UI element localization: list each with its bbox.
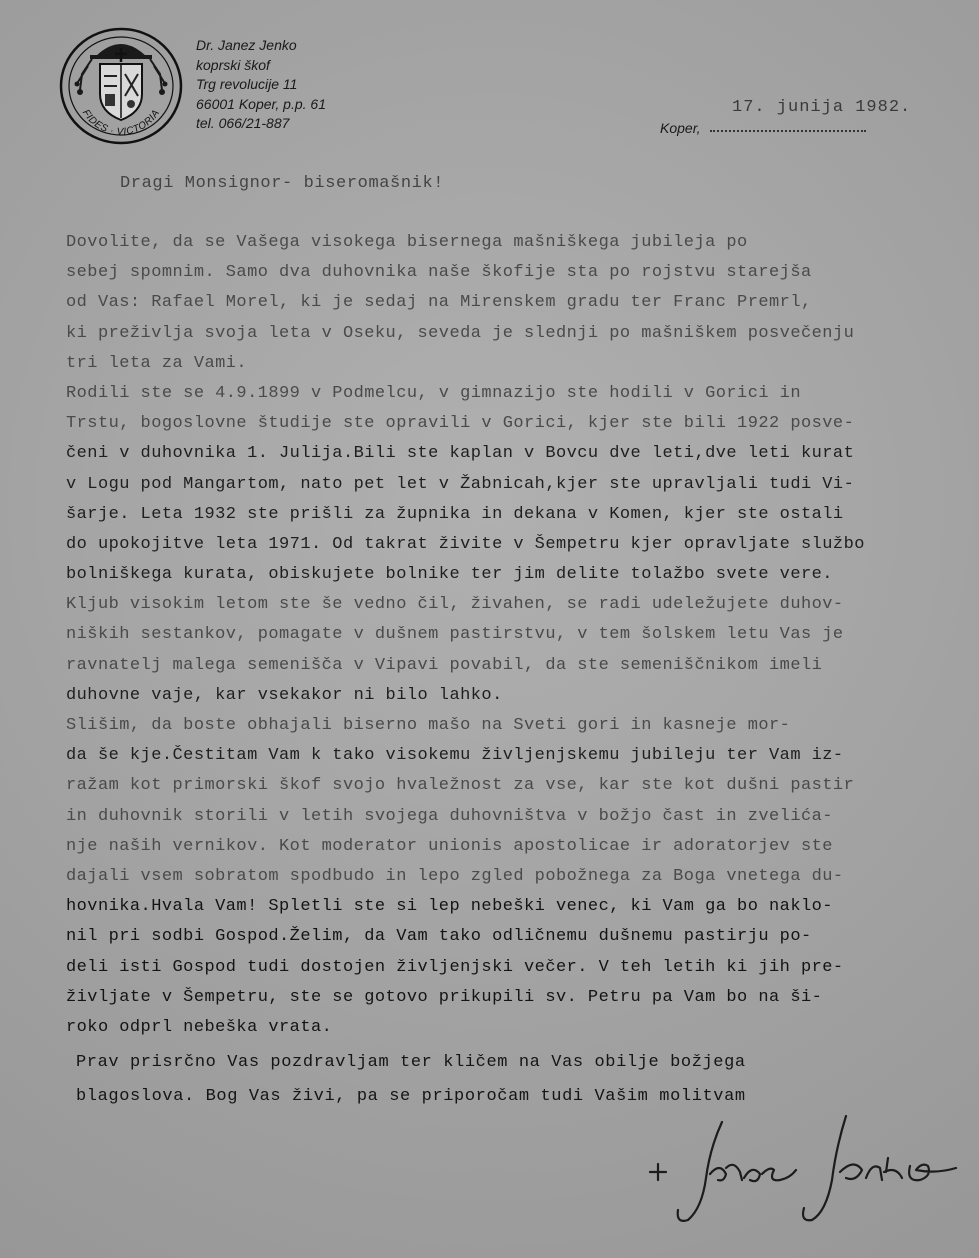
date-line	[660, 98, 960, 138]
body-line: ražam kot primorski škof svojo hvaležnost za vse, kar ste kot dušni pastir	[66, 776, 855, 796]
body-line: bolniškega kurata, obiskujete bolnike ter jim delite tolažbo svete vere.	[66, 565, 833, 585]
body-line: sebej spomnim. Samo dva duhovnika naše škofije sta po rojstvu starejša	[66, 263, 812, 283]
body-line: Kljub visokim letom ste še vedno čil, živahen, se radi udeležujete duhov-	[66, 595, 844, 615]
closing-line: Prav prisrčno Vas pozdravljam ter kličem na Vas obilje božjega	[76, 1053, 746, 1072]
body-line: čeni v duhovnika 1. Julija.Bili ste kaplan v Bovcu dve leti,dve leti kurat	[66, 444, 855, 464]
body-line: tri leta za Vami.	[66, 353, 248, 373]
sender-phone: tel. 066/21-887	[196, 115, 290, 131]
body-line: Slišim, da boste obhajali biserno mašo na Sveti gori in kasneje mor-	[66, 716, 791, 735]
closing-paragraph	[76, 1046, 976, 1114]
sender-name: Dr. Janez Jenko	[196, 37, 297, 53]
body-line: v Logu pod Mangartom, nato pet let v Žabnicah,kjer ste upravljali tudi Vi-	[66, 474, 855, 494]
body-line: Trstu, bogoslovne študije ste opravili v Gorici, kjer ste bili 1922 posve-	[66, 414, 855, 434]
svg-text:FIDES · VICTORIA: FIDES · VICTORIA	[79, 107, 163, 138]
body-line: in duhovnik storili v letih svojega duhovništva v božjo čast in zvelića-	[66, 806, 833, 826]
dotted-date-rule	[710, 130, 866, 132]
body-line: da še kje.Čestitam Vam k tako visokemu življenjskemu jubileju ter Vam iz-	[66, 746, 844, 766]
body-line: Dovolite, da se Vašega visokega bisernega mašniškega jubileja po	[66, 233, 748, 252]
body-line: življate v Šempetru, ste se gotovo prikupili sv. Petru pa Vam bo na ši-	[66, 987, 823, 1007]
body-line: ravnatelj malega semenišča v Vipavi povabil, da ste semeniščnikom imeli	[66, 655, 823, 675]
body-line: duhovne vaje, kar vsekakor ni bilo lahko.	[66, 685, 503, 705]
closing-line: blagoslova. Bog Vas živi, pa se priporočam tudi Vašim molitvam	[76, 1087, 746, 1106]
body-line: ki preživlja svoja leta v Oseku, seveda je slednji po mašniškem posvečenju	[66, 323, 855, 343]
body-line: dajali vsem sobratom spodbudo in lepo zgled pobožnega za Boga vnetega du-	[66, 866, 844, 886]
sender-title: koprski škof	[196, 56, 270, 73]
body-line: niških sestankov, pomagate v dušnem pastirstvu, v tem šolskem letu Vas je	[66, 625, 844, 645]
body-line: šarje. Leta 1932 ste prišli za župnika in dekana v Komen, kjer ste ostali	[66, 504, 844, 524]
place-label: Koper,	[660, 120, 701, 136]
handwritten-signature	[640, 1108, 970, 1228]
salutation: Dragi Monsignor- biseromašnik!	[120, 174, 445, 193]
body-line: roko odprl nebeška vrata.	[66, 1017, 333, 1037]
body-line: hovnika.Hvala Vam! Spletli ste si lep nebeški venec, ki Vam ga bo naklo-	[66, 897, 833, 917]
body-line: do upokojitve leta 1971. Od takrat živite v Šempetru kjer opravljate službo	[66, 534, 865, 554]
letterhead-sender-block	[196, 36, 326, 134]
body-line: nje naših vernikov. Kot moderator unionis apostolicae ir adoratorjev ste	[66, 836, 833, 856]
body-line: Rodili ste se 4.9.1899 v Podmelcu, v gimnazijo ste hodili v Gorici in	[66, 383, 801, 403]
sender-postal: 66001 Koper, p.p. 61	[196, 95, 326, 112]
sender-street: Trg revolucije 11	[196, 76, 298, 92]
letter-body	[66, 228, 966, 1043]
body-line: od Vas: Rafael Morel, ki je sedaj na Mirenskem gradu ter Franc Premrl,	[66, 293, 812, 313]
body-line: nil pri sodbi Gospod.Želim, da Vam tako odličnemu dušnemu pastirju po-	[66, 927, 812, 947]
body-line: deli isti Gospod tudi dostojen življenjski večer. V teh letih ki jih pre-	[66, 957, 844, 977]
letter-date: 17. junija 1982.	[732, 98, 912, 117]
episcopal-seal-logo	[58, 26, 184, 146]
